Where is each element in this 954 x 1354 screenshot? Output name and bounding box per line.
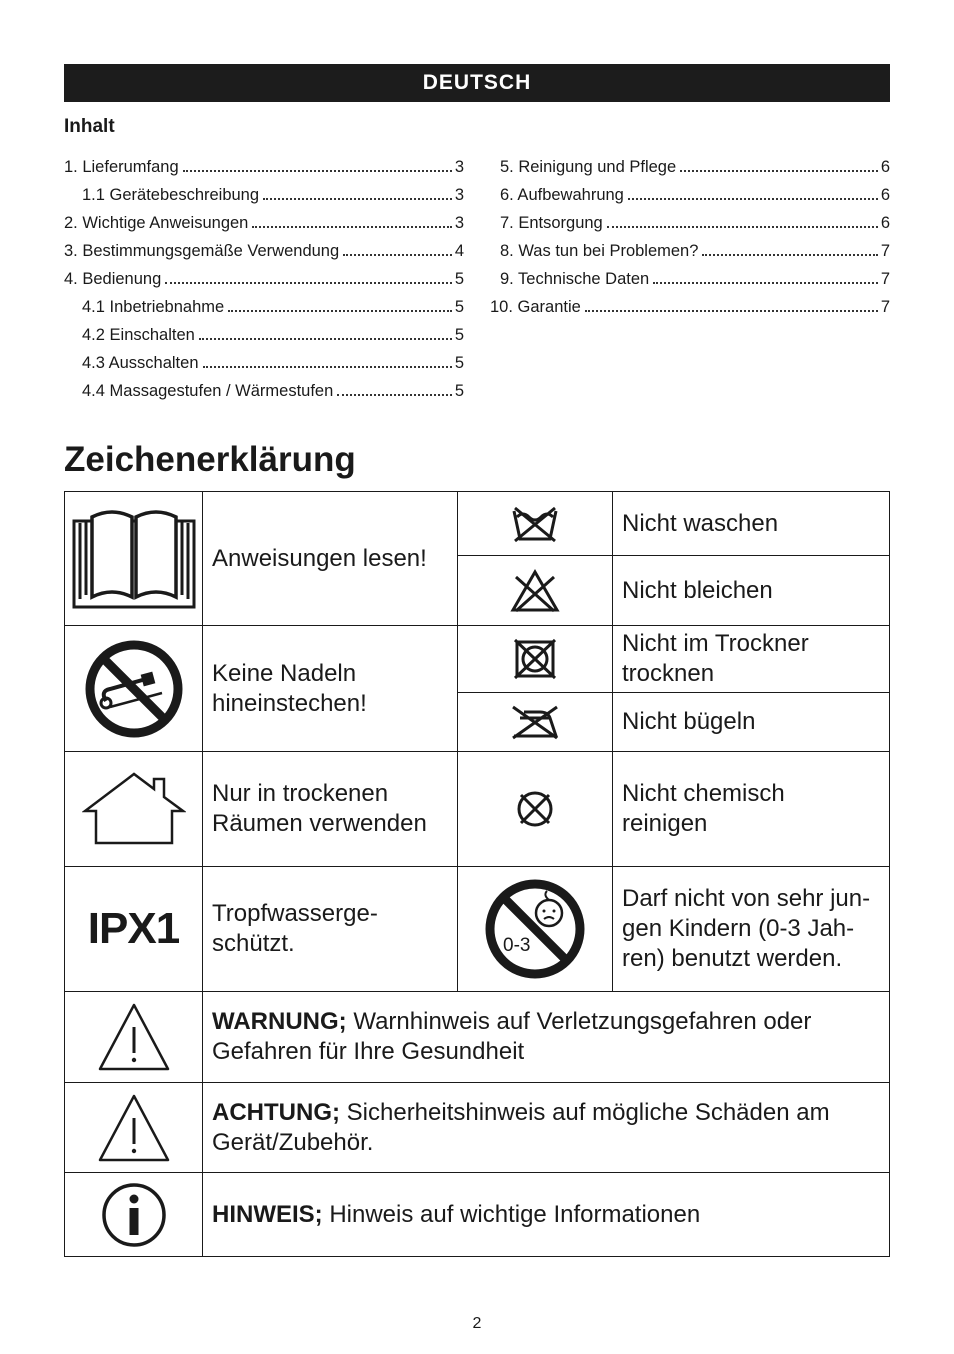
house-icon <box>82 771 186 847</box>
page-number: 2 <box>472 1315 482 1332</box>
no-tumble-dry-icon <box>513 638 557 680</box>
age-badge-text: 0-3 <box>503 935 531 956</box>
toc-right-column <box>490 155 890 323</box>
ipx1-icon-cell <box>65 867 203 992</box>
warning-triangle-icon <box>97 1001 171 1073</box>
toc-item[interactable]: 4.1 Inbetriebnahme 5 <box>82 298 464 316</box>
no-dry-clean-icon <box>515 789 555 829</box>
info-icon-cell <box>65 1173 203 1257</box>
toc-item[interactable]: 4.4 Massagestufen / Wärmestufen 5 <box>82 382 464 400</box>
toc-item[interactable]: 6. Aufbewahrung 6 <box>500 186 890 204</box>
drip-water-text: Tropfwasserge- schützt. <box>203 867 458 992</box>
toc-item[interactable]: 10. Garantie 7 <box>490 298 890 316</box>
toc-item[interactable]: 4.3 Ausschalten 5 <box>82 354 464 372</box>
dry-rooms-text: Nur in trockenen Räumen verwenden <box>203 752 458 867</box>
toc-item[interactable]: 4.2 Einschalten 5 <box>82 326 464 344</box>
toc-item[interactable]: 1. Lieferumfang 3 <box>64 158 464 176</box>
toc-item[interactable]: 9. Technische Daten 7 <box>500 270 890 288</box>
no-iron-text: Nicht bügeln <box>613 693 890 752</box>
dry-rooms-icon-cell <box>65 752 203 867</box>
info-icon <box>100 1181 168 1249</box>
toc-item[interactable]: 2. Wichtige Anweisungen 3 <box>64 214 464 232</box>
no-young-children-icon <box>483 877 587 981</box>
no-dry-clean-text: Nicht chemisch reinigen <box>613 752 890 867</box>
toc-item[interactable]: 3. Bestimmungsgemäße Verwendung 4 <box>64 242 464 260</box>
toc-title: Inhalt <box>64 116 115 137</box>
no-tumble-dry-text: Nicht im Trockner trocknen <box>613 626 890 693</box>
no-children-icon-cell <box>458 867 613 992</box>
no-dry-clean-icon-cell <box>458 752 613 867</box>
toc-item[interactable]: 5. Reinigung und Pflege 6 <box>500 158 890 176</box>
no-needles-icon <box>84 639 184 739</box>
toc-left-column <box>64 155 464 407</box>
warning-notice: WARNUNG; Warnhinweis auf Verletzungsgefahren oder Gefahren für Ihre Gesundheit <box>203 992 890 1083</box>
no-wash-icon <box>511 505 559 543</box>
warning-icon-cell <box>65 992 203 1083</box>
language-header: DEUTSCH <box>64 64 890 102</box>
toc-item[interactable]: 7. Entsorgung 6 <box>500 214 890 232</box>
no-bleach-icon <box>510 569 560 613</box>
caution-triangle-icon <box>97 1092 171 1164</box>
caution-notice: ACHTUNG; Sicherheitshinweis auf mögliche Schäden am Gerät/Zubehör. <box>203 1083 890 1173</box>
no-needles-icon-cell <box>65 626 203 752</box>
no-bleach-text: Nicht bleichen <box>613 556 890 626</box>
toc-item[interactable]: 1.1 Gerätebeschreibung 3 <box>82 186 464 204</box>
no-bleach-icon-cell <box>458 556 613 626</box>
caution-icon-cell <box>65 1083 203 1173</box>
toc-item[interactable]: 4. Bedienung 5 <box>64 270 464 288</box>
read-instructions-text: Anweisungen lesen! <box>203 492 458 626</box>
no-needles-text: Keine Nadeln hineinstechen! <box>203 626 458 752</box>
ipx1-label: IPX1 <box>87 904 180 953</box>
no-wash-text: Nicht waschen <box>613 492 890 556</box>
read-manual-icon-cell <box>65 492 203 626</box>
book-icon <box>72 507 196 611</box>
no-tumble-dry-icon-cell <box>458 626 613 693</box>
note-notice: HINWEIS; Hinweis auf wichtige Informationen <box>203 1173 890 1257</box>
legend-title: Zeichenerklärung <box>64 440 356 479</box>
no-iron-icon-cell <box>458 693 613 752</box>
no-wash-icon-cell <box>458 492 613 556</box>
toc-item[interactable]: 8. Was tun bei Problemen? 7 <box>500 242 890 260</box>
no-children-text: Darf nicht von sehr jun- gen Kindern (0-3 Jah- ren) benutzt werden. <box>613 867 890 992</box>
no-iron-icon <box>510 704 560 740</box>
symbol-legend-table <box>64 491 890 1257</box>
